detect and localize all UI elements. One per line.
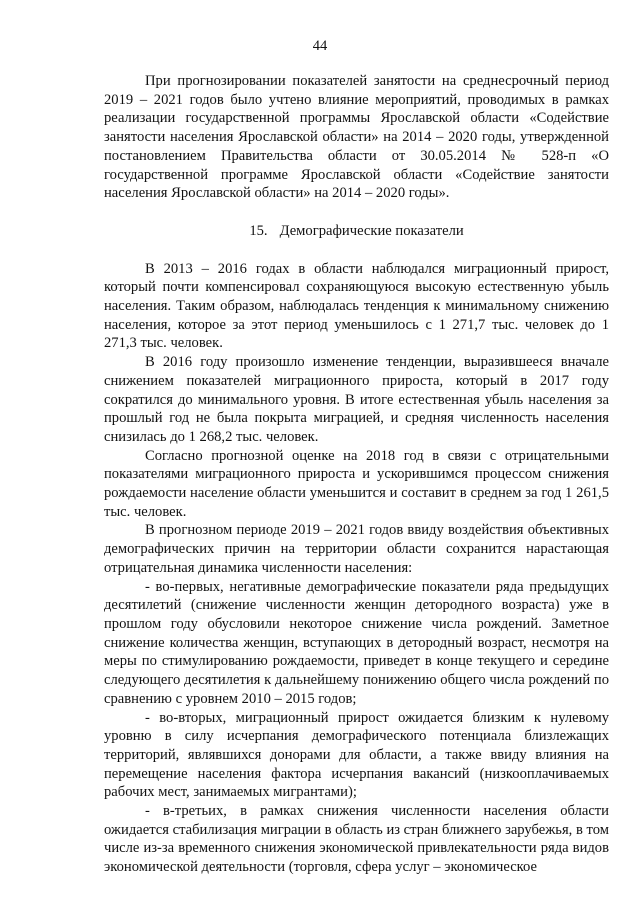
section-number: 15.: [249, 222, 268, 239]
body-text: [104, 72, 609, 877]
list-item-paragraph: - во-вторых, миграционный прирост ожидается близким к нулевому уровню в силу исчерпания демографического потенциала близлежащих территорий, являвшихся донорами для области, а также ввиду влияния на перемещение населения фактора исчерпания вакансий (низкооплачиваемых рабочих мест, занимаемых мигрантами);: [104, 709, 609, 801]
list-item-paragraph: - в-третьих, в рамках снижения численности населения области ожидается стабилизация миграции в область из стран ближнего зарубежья, в том числе из-за временного снижения экономической привлекательности ряда видов экономической деятельности (торговля, сфера услуг – экономическое: [104, 803, 609, 876]
paragraph: В прогнозном периоде 2019 – 2021 годов ввиду воздействия объективных демографических причин на территории области сохранится нарастающая отрицательная динамика численности населения:: [104, 522, 609, 576]
list-item-paragraph: - во-первых, негативные демографические показатели ряда предыдущих десятилетий (снижение численности женщин детородного возраста) уже в прошлом году обусловили некоторое снижение числа рождений. Заметное снижение количества женщин, вступающих в детородный возраст, несмотря на меры по стимулированию рождаемости, приведет в конце текущего и середине следующего десятилетия к дальнейшему понижению общего числа рождений по сравнению с уровнем 2010 – 2015 годов;: [104, 578, 609, 707]
section-heading: [104, 222, 609, 241]
paragraph: В 2013 – 2016 годах в области наблюдался миграционный прирост, который почти компенсировал сохраняющуюся высокую естественную убыль населения. Таким образом, наблюдалась тенденция к минимальному снижению населения, которое за этот период уменьшилось с 1 271,7 тыс. человек до 1 271,3 тыс. человек.: [104, 260, 609, 352]
section-title: Демографические показатели: [279, 222, 464, 239]
paragraph: При прогнозировании показателей занятости на среднесрочный период 2019 – 2021 годов было учтено влияние мероприятий, проводимых в рамках реализации государственной программы Ярославской области «Содействие занятости населения Ярославской области» на 2014 – 2020 годы, утвержденной постановлением Правительства области от 30.05.2014 № 528-п «О государственной программе Ярославской области «Содействие занятости населения Ярославской области» на 2014 – 2020 годы».: [104, 73, 609, 202]
paragraph: В 2016 году произошло изменение тенденции, выразившееся вначале снижением показателей миграционного прироста, который в 2017 году сократился до минимального уровня. В итоге естественная убыль населения за прошлый год не была покрыта миграцией, и средняя численность населения снизилась до 1 268,2 тыс. человек.: [104, 354, 609, 445]
paragraph: Согласно прогнозной оценке на 2018 год в связи с отрицательными показателями миграционного прироста и ускорившимся процессом снижения рождаемости население области уменьшится и составит в среднем за год 1 261,5 тыс. человек.: [104, 447, 609, 520]
page-number: 44: [312, 38, 328, 54]
